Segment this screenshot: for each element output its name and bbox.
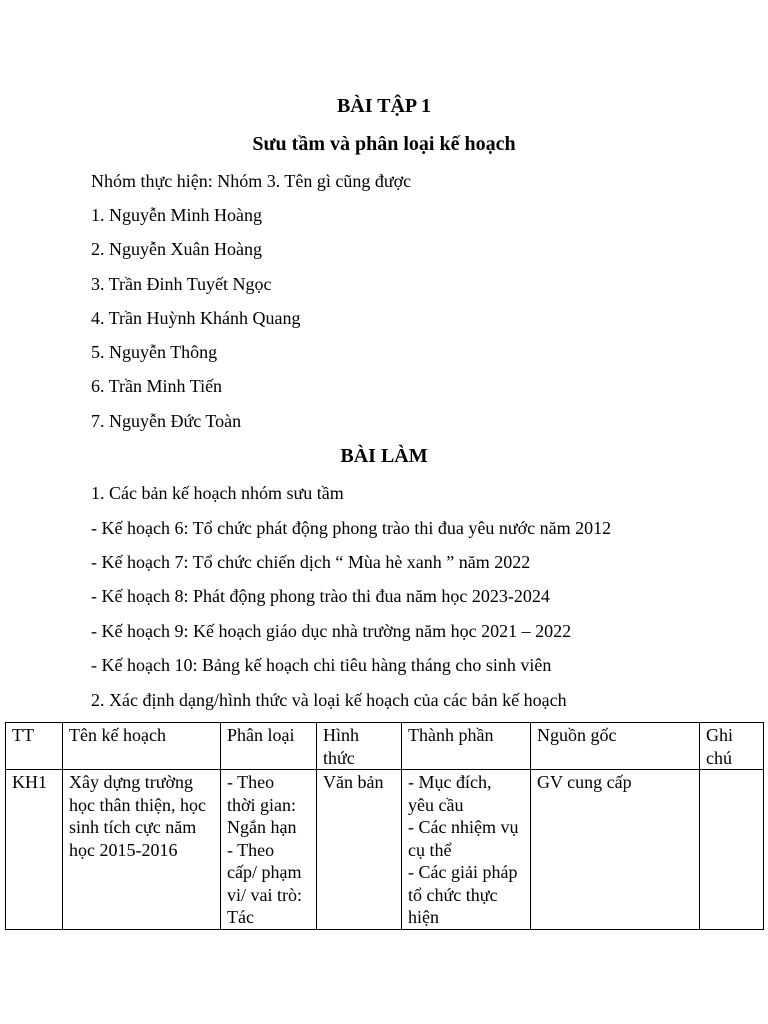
member-item: 2. Nguyễn Xuân Hoàng [91, 239, 262, 259]
plan-item: - Kế hoạch 10: Bảng kế hoạch chi tiêu hàng tháng cho sinh viên [91, 655, 552, 675]
header-name: Tên kế hoạch [63, 723, 221, 770]
plan-item: - Kế hoạch 9: Kế hoạch giáo dục nhà trường năm học 2021 – 2022 [91, 621, 572, 641]
header-tt: TT [6, 723, 63, 770]
cell-name-line: học thân thiện, học [69, 794, 206, 815]
cell-classification-line: Ngắn hạn [227, 817, 297, 837]
plan-classification-table [5, 722, 764, 930]
cell-components-line: - Các giải pháp [408, 862, 518, 882]
member-item: 7. Nguyễn Đức Toàn [91, 411, 242, 431]
header-classification: Phân loại [221, 723, 317, 770]
table-row [6, 770, 764, 930]
cell-name-line: học 2015-2016 [69, 839, 178, 860]
header-form-line: thức [323, 747, 355, 768]
header-source: Nguồn gốc [531, 723, 700, 770]
cell-classification-line: Tác [227, 907, 254, 927]
cell-components-line: - Các nhiệm vụ [408, 817, 519, 837]
plan-item: - Kế hoạch 8: Phát động phong trào thi đua năm học 2023-2024 [91, 586, 550, 606]
cell-source: GV cung cấp [531, 770, 700, 930]
group-line: Nhóm thực hiện: Nhóm 3. Tên gì cũng được [91, 171, 412, 191]
header-form [317, 723, 402, 770]
cell-name-line: sinh tích cực năm [69, 817, 197, 837]
cell-form: Văn bản [317, 770, 402, 930]
header-note-line: chú [706, 747, 732, 768]
cell-components-line: - Mục đích, [408, 772, 492, 792]
member-item: 5. Nguyễn Thông [91, 342, 218, 362]
header-components: Thành phần [402, 723, 531, 770]
cell-components-line: hiện [408, 907, 439, 927]
member-item: 6. Trần Minh Tiến [91, 376, 223, 396]
section2-title: 2. Xác định dạng/hình thức và loại kế hoạch của các bản kế hoạch [91, 690, 567, 710]
plan-item: - Kế hoạch 6: Tổ chức phát động phong trào thi đua yêu nước năm 2012 [91, 518, 612, 538]
header-note-line: Ghi [706, 725, 733, 745]
member-item: 1. Nguyễn Minh Hoàng [91, 205, 262, 225]
document-title: BÀI TẬP 1 [336, 95, 432, 117]
cell-classification-line: - Theo [227, 839, 275, 860]
cell-name [63, 770, 221, 930]
cell-classification-line: cấp/ phạm [227, 862, 302, 882]
document-subtitle: Sưu tầm và phân loại kế hoạch [252, 133, 516, 155]
cell-components-line: cụ thể [408, 839, 452, 860]
cell-classification-line: - Theo [227, 772, 275, 792]
cell-classification-line: vi/ vai trò: [227, 884, 302, 905]
cell-note [700, 770, 764, 930]
cell-components-line: yêu cầu [408, 794, 464, 815]
plan-item: - Kế hoạch 7: Tổ chức chiến dịch “ Mùa hè xanh ” năm 2022 [91, 552, 531, 572]
cell-classification-line: thời gian: [227, 794, 297, 815]
cell-components [402, 770, 531, 930]
table-header-row [6, 723, 764, 770]
member-item: 3. Trần Đinh Tuyết Ngọc [91, 274, 272, 294]
cell-components-line: tổ chức thực [408, 884, 498, 905]
section-heading: BÀI LÀM [340, 445, 428, 467]
header-form-line: Hình [323, 725, 359, 745]
section1-title: 1. Các bản kế hoạch nhóm sưu tầm [91, 483, 344, 503]
member-item: 4. Trần Huỳnh Khánh Quang [91, 308, 301, 328]
cell-tt: KH1 [6, 770, 63, 930]
cell-classification [221, 770, 317, 930]
cell-name-line: Xây dựng trường [69, 772, 194, 792]
header-note [700, 723, 764, 770]
